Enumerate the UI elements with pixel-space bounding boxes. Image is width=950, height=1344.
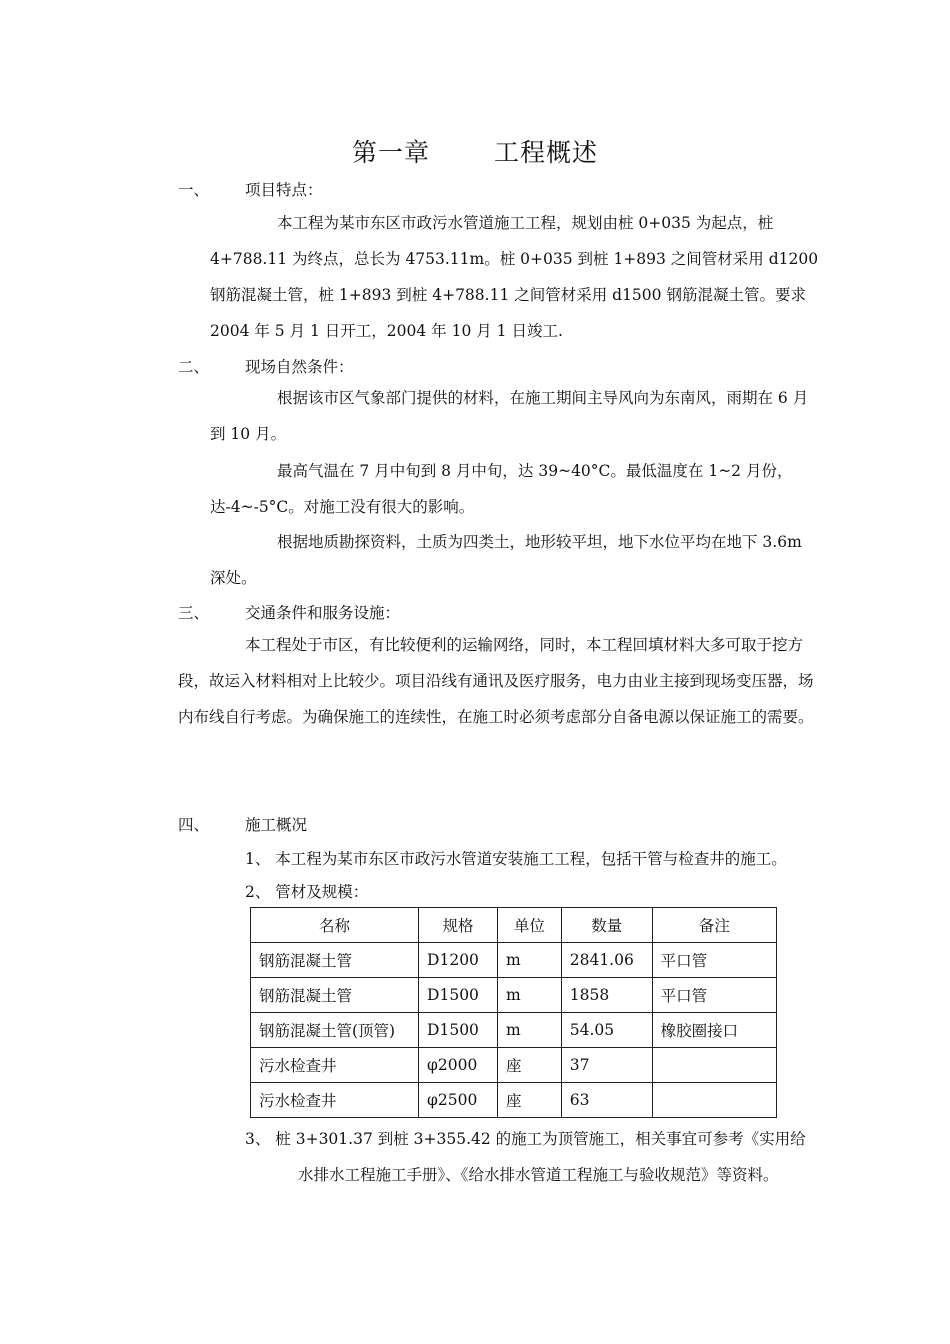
chapter-number: 第一章 [351, 138, 430, 167]
table-cell: 1858 [561, 978, 652, 1013]
section-3-heading: 交通条件和服务设施： [245, 604, 401, 622]
table-cell: 63 [561, 1083, 652, 1118]
section-4-item-1: 1、 本工程为某市东区市政污水管道安装施工工程，包括干管与检查井的施工。 [245, 850, 787, 868]
table-cell: 2841.06 [561, 943, 652, 978]
table-cell: 污水检查井 [251, 1048, 419, 1083]
table-row [251, 978, 777, 1013]
table-cell: 钢筋混凝土管 [251, 943, 419, 978]
table-cell: φ2000 [419, 1048, 498, 1083]
section-2-paragraph-2: 最高气温在 7 月中旬到 8 月中旬，达 39~40°C。最低温度在 1~2 月份，达-4~-5°C。对施工没有很大的影响。 [210, 462, 793, 516]
section-1-heading: 项目特点： [245, 181, 323, 199]
table-cell: m [497, 1013, 561, 1048]
table-cell: 54.05 [561, 1013, 652, 1048]
table-cell: 平口管 [652, 978, 776, 1013]
chapter-title [0, 133, 950, 169]
table-cell: 钢筋混凝土管(顶管) [251, 1013, 419, 1048]
section-1-paragraph: 本工程为某市东区市政污水管道施工工程，规划由桩 0+035 为起点，桩 4+788.11 为终点，总长为 4753.11m。桩 0+035 到桩 1+893 之间管材采用 d1200 钢筋混凝土管，桩 1+893 到桩 4+788.11 之间管材采用 d1500 钢筋混凝土管。要求 2004 年 5 月 1 日开工，2004 年 10 月 1 日竣工. [210, 214, 819, 340]
table-cell: 37 [561, 1048, 652, 1083]
table-header-cell: 名称 [251, 908, 419, 943]
table-cell: 座 [497, 1083, 561, 1118]
table-cell: m [497, 943, 561, 978]
table-header-cell: 规格 [419, 908, 498, 943]
table-cell: 橡胶圈接口 [652, 1013, 776, 1048]
section-2-number: 二、 [178, 358, 210, 376]
section-2-heading: 现场自然条件： [245, 358, 354, 376]
section-4-item-3-line-2: 水排水工程施工手册》、《给水排水管道工程施工与验收规范》等资料。 [298, 1166, 779, 1184]
table-row [251, 1083, 777, 1118]
table-header-row [251, 908, 777, 943]
pipe-spec-table [250, 907, 777, 1118]
section-3-paragraph: 本工程处于市区，有比较便利的运输网络，同时，本工程回填材料大多可取于挖方段，故运入材料相对上比较少。项目沿线有通讯及医疗服务，电力由业主接到现场变压器，场内布线自行考虑。为确保施工的连续性，在施工时必须考虑部分自备电源以保证施工的需要。 [178, 636, 814, 726]
table-cell [652, 1048, 776, 1083]
table-cell: 钢筋混凝土管 [251, 978, 419, 1013]
table-row [251, 1048, 777, 1083]
table-header-cell: 单位 [497, 908, 561, 943]
table-cell: D1200 [419, 943, 498, 978]
table-cell: 平口管 [652, 943, 776, 978]
table-header-cell: 数量 [561, 908, 652, 943]
table-header-cell: 备注 [652, 908, 776, 943]
section-1-number: 一、 [178, 181, 210, 199]
table-cell: D1500 [419, 1013, 498, 1048]
table-cell [652, 1083, 776, 1118]
table-row [251, 1013, 777, 1048]
table-cell: m [497, 978, 561, 1013]
section-3-number: 三、 [178, 604, 210, 622]
table-cell: D1500 [419, 978, 498, 1013]
table-cell: 座 [497, 1048, 561, 1083]
section-2-paragraph-1: 根据该市区气象部门提供的材料，在施工期间主导风向为东南风，雨期在 6 月到 10 月。 [210, 389, 809, 443]
section-4-number: 四、 [178, 816, 210, 834]
chapter-name: 工程概述 [494, 138, 599, 167]
section-2-paragraph-3: 根据地质勘探资料，土质为四类土，地形较平坦，地下水位平均在地下 3.6m 深处。 [210, 533, 802, 587]
section-4-item-2: 2、 管材及规模： [245, 883, 369, 901]
table-cell: φ2500 [419, 1083, 498, 1118]
section-4-item-3-line-1: 3、 桩 3+301.37 到桩 3+355.42 的施工为顶管施工，相关事宜可参考《实用给 [245, 1130, 806, 1148]
table-row [251, 943, 777, 978]
section-4-heading: 施工概况 [245, 816, 308, 834]
table-cell: 污水检查井 [251, 1083, 419, 1118]
